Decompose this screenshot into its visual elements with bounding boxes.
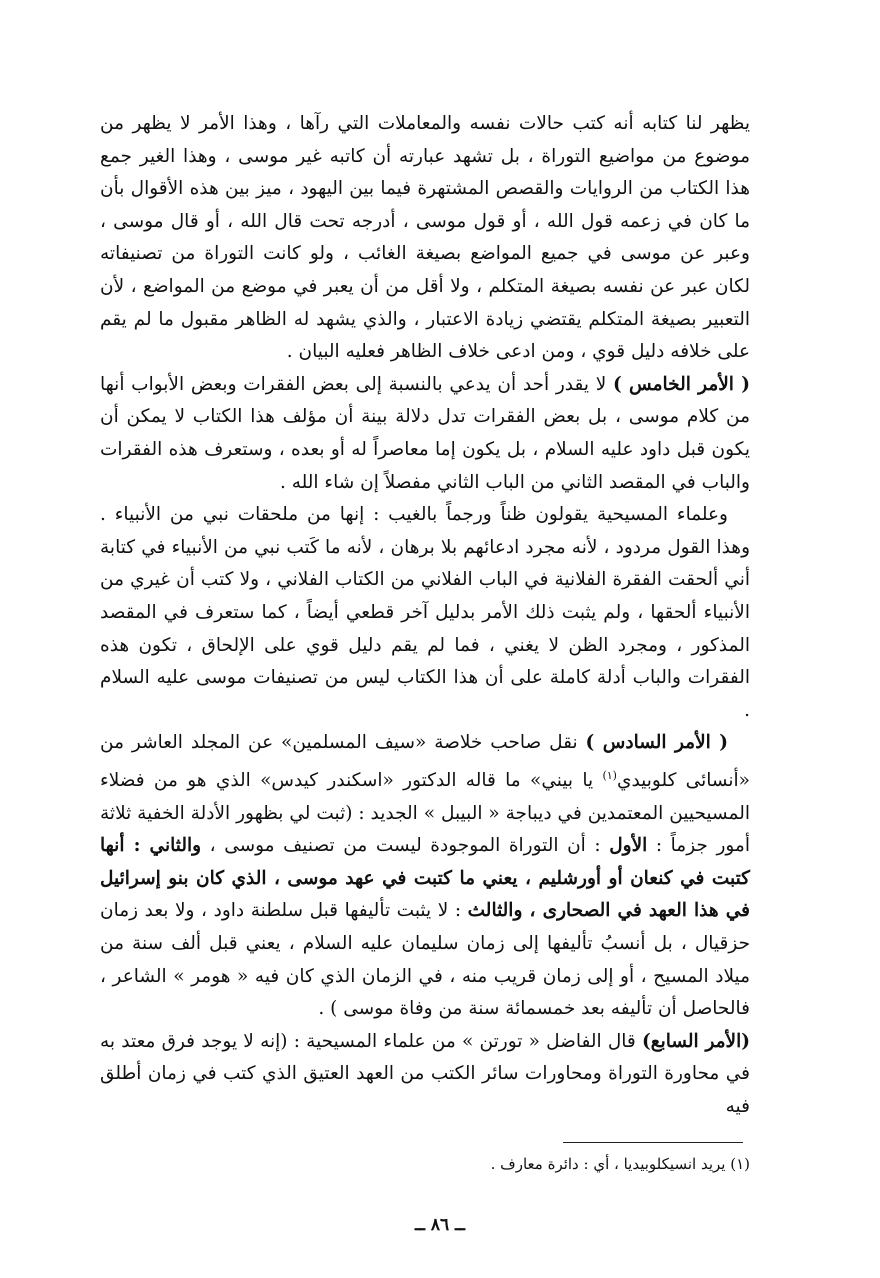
text-run: يا بيني» ما قاله الدكتور «اسكندر كيدس» الذي هو من فضلاء المسيحيين المعتمدين في ديباجة « البيبل » الجديد : (ثبت لي بظهور الأدلة الخفية ثلاثة أمور جزماً :	[100, 770, 750, 857]
page-number: ــ ٨٦ ــ	[414, 1215, 466, 1235]
text-run: لا يقدر أحد أن يدعي بالنسبة إلى بعض الفقرات وبعض الأبواب أنها من كلام موسى ، بل بعض الفقرات تدل دلالة بينة أن مؤلف هذا الكتاب لا يمكن أن يكون قبل داود عليه السلام ، بل يكون إما معاصراً له أو بعده ، وستعرف هذه الفقرات والباب في المقصد الثاني من الباب الثاني مفصلاً إن شاء الله .	[100, 373, 750, 493]
footnote-marker: (١)	[602, 768, 617, 782]
paragraph	[100, 108, 750, 369]
paragraph	[100, 1026, 750, 1124]
footnote-divider	[563, 1142, 743, 1143]
bold-heading-run: والثاني : أنها كتبت في كنعان أو أورشليم ، يعني ما كتبت في عهد موسى ، الذي كان بنو إسرائيل في هذا العهد في الصحارى ، والثالث	[100, 835, 750, 922]
footnote: (١) يريد انسيكلوبيديا ، أي : دائرة معارف .	[490, 1155, 750, 1173]
bold-heading-run: ( الأمر الخامس )	[612, 373, 750, 395]
text-run: نقل صاحب خلاصة «سيف المسلمين» عن المجلد العاشر من «أنسائى كلوبيدي	[100, 732, 751, 792]
text-run: وعلماء المسيحية يقولون ظناً ورجماً بالغيب : إنها من ملحقات نبي من الأنبياء . وهذا القول مردود ، لأنه مجرد ادعائهم بلا برهان ، لأنه ما كَتب نبي من الأنبياء في كتابة أني ألحقت الفقرة الفلانية في الباب الفلاني من الكتاب الفلاني ، ولا كتب أن غيري من الأنبياء ألحقها ، ولم يثبت ذلك الأمر بدليل آخر قطعي أيضاً ، كما ستعرف في المقصد المذكور ، ومجرد الظن لا يغني ، فما لم يقم دليل قوي على الإلحاق ، تكون هذه الفقرات والباب أدلة كاملة على أن هذا الكتاب ليس من تصنيفات موسى عليه السلام .	[100, 504, 750, 721]
text-run: : أن التوراة الموجودة ليست من تصنيف موسى ،	[201, 835, 610, 857]
bold-heading-run: الأول	[609, 835, 648, 857]
paragraph	[100, 499, 750, 727]
bold-heading-run: ( الأمر السادس )	[585, 732, 729, 754]
bold-heading-run: (الأمر السابع)	[642, 1030, 751, 1052]
text-run: : لا يثبت تأليفها قبل سلطنة داود ، ولا بعد زمان حزقيال ، بل أنسبُ تأليفها إلى زمان سليمان عليه السلام ، يعني قبل ألف سنة من ميلاد المسيح ، أو إلى زمان قريب منه ، في الزمان الذي كان فيه « هومر » الشاعر ، فالحاصل أن تأليفه بعد خمسمائة سنة من وفاة موسى ) .	[100, 900, 750, 1020]
paragraph	[100, 727, 750, 1026]
text-run: يظهر لنا كتابه أنه كتب حالات نفسه والمعاملات التي رآها ، وهذا الأمر لا يظهر من موضوع من مواضيع التوراة ، بل تشهد عبارته أن كاتبه غير موسى ، وهذا الغير جمع هذا الكتاب من الروايات والقصص المشتهرة فيما بين اليهود ، ميز بين هذه الأقوال بأن ما كان في زعمه قول الله ، أو قول موسى ، أدرجه تحت قال الله ، أو قال موسى ، وعبر عن موسى في جميع المواضع بصيغة الغائب ، ولو كانت التوراة من تصنيفاته لكان عبر عن نفسه بصيغة المتكلم ، ولا أقل من أن يعبر في موضع من المواضع ، لأن التعبير بصيغة المتكلم يقتضي زيادة الاعتبار ، والذي يشهد له الظاهر مقبول ما لم يقم على خلافه دليل قوي ، ومن ادعى خلاف الظاهر فعليه البيان .	[100, 113, 750, 363]
paragraph	[100, 369, 750, 499]
page-body	[100, 108, 750, 1124]
text-run: قال الفاضل « تورتن » من علماء المسيحية : (إنه لا يوجد فرق معتد به في محاورة التوراة ومحاورات سائر الكتب من العهد العتيق الذي كتب في زمان أطلق فيه	[100, 1030, 750, 1117]
